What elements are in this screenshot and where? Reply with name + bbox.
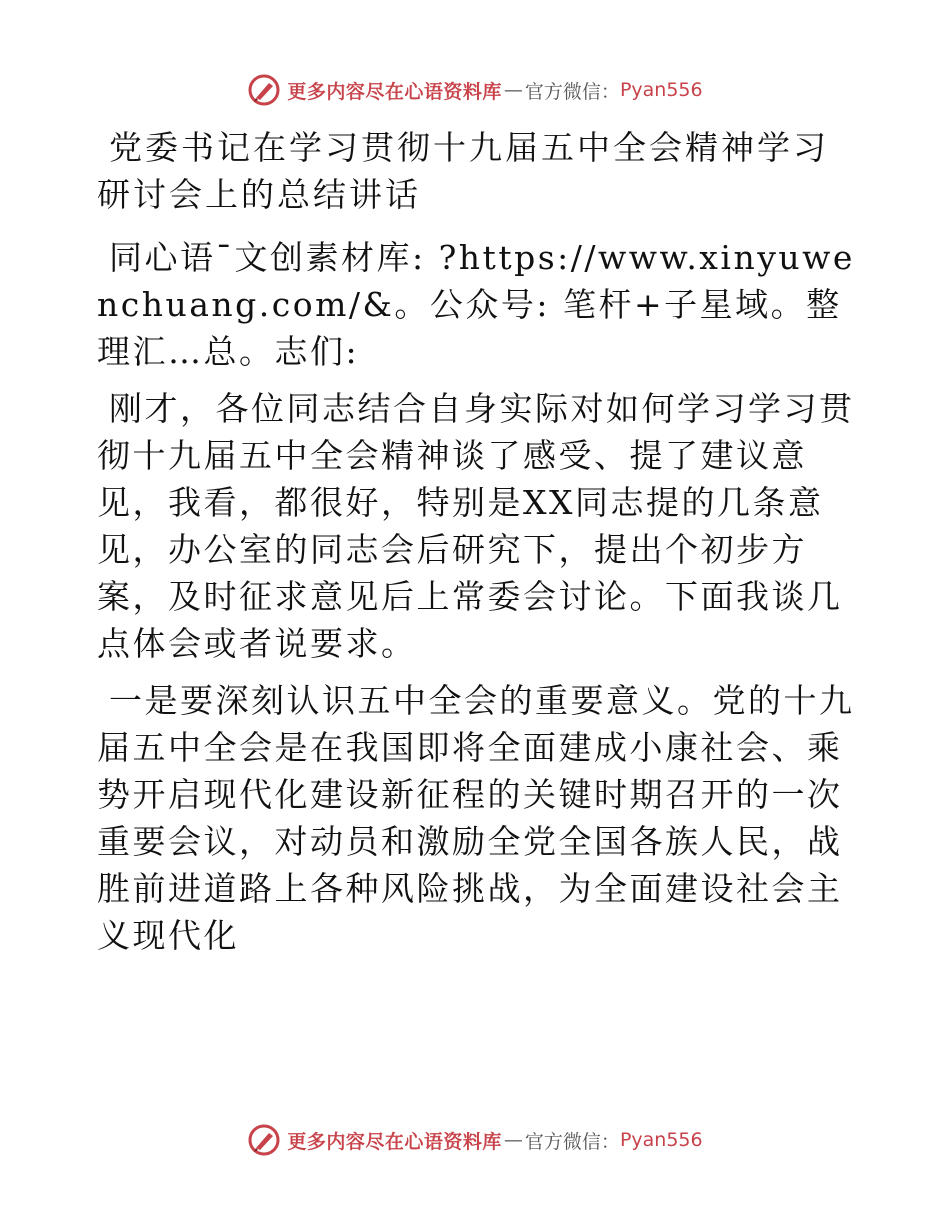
banner-wechat-label: 官方微信： (524, 80, 620, 103)
paragraph-1: 刚才，各位同志结合自身实际对如何学习学习贯彻十九届五中全会精神谈了感受、提了建议意见，我看，都很好，特别是XX同志提的几条意见，办公室的同志会后研究下，提出个初步方案，及时征求意见后上常委会讨论。下面我谈几点体会或者说要求。 (97, 389, 855, 663)
banner-site-text: 更多内容尽在心语资料库 (287, 1130, 502, 1153)
source-line: 同心语¯文创素材库: ?https://www.xinyuwenchuang.com/&。公众号: 笔杆+子星域。整理汇…总。志们: (97, 238, 855, 371)
document-title: 党委书记在学习贯彻十九届五中全会精神学习研讨会上的总结讲话 (97, 128, 829, 214)
pen-circle-logo-icon (247, 73, 281, 107)
banner-separator: — (503, 79, 523, 101)
header-banner (0, 70, 950, 110)
banner-separator: — (503, 1129, 523, 1151)
banner-wechat-id: Pyan556 (619, 79, 703, 101)
paragraph-2: 一是要深刻认识五中全会的重要意义。党的十九届五中全会是在我国即将全面建成小康社会、乘势开启现代化建设新征程的关键时期召开的一次重要会议，对动员和激励全党全国各族人民，战胜前进道路上各种风险挑战，为全面建设社会主义现代化 (97, 681, 855, 955)
banner-wechat-id: Pyan556 (619, 1129, 703, 1151)
banner-wechat-label: 官方微信： (524, 1130, 620, 1153)
pen-circle-logo-icon (247, 1123, 281, 1157)
banner-site-text: 更多内容尽在心语资料库 (287, 80, 502, 103)
footer-banner (0, 1120, 950, 1160)
document-body (97, 124, 857, 969)
